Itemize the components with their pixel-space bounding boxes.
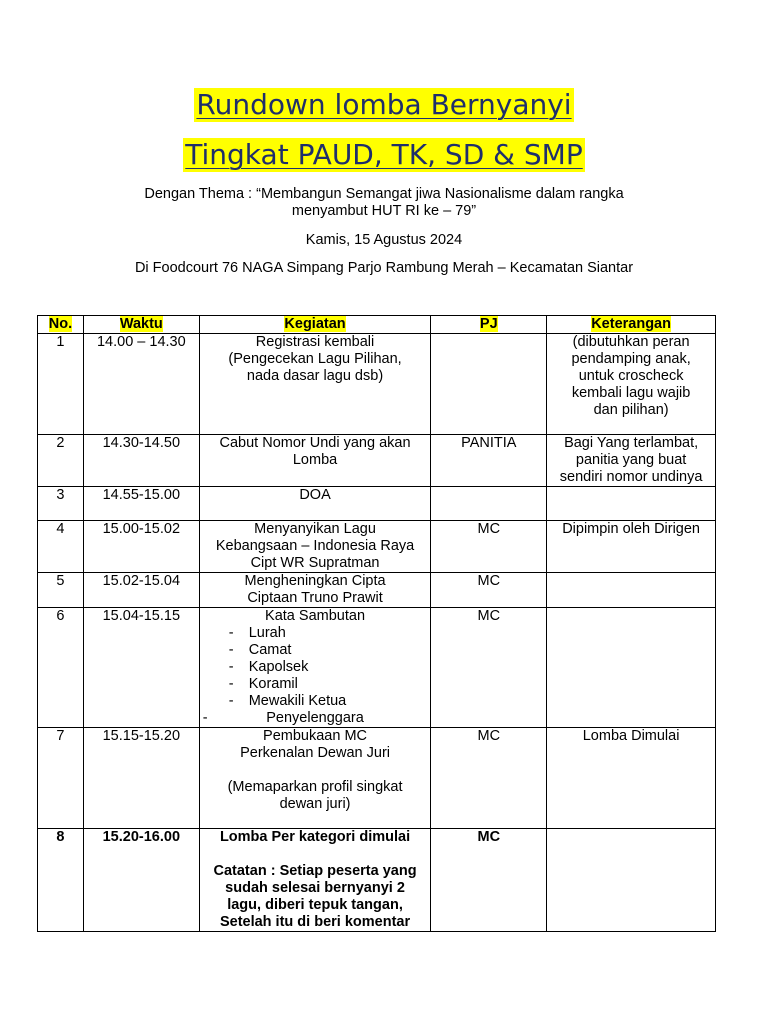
activity-line: DOA: [299, 487, 331, 503]
note-line: untuk croscheck: [578, 368, 684, 384]
header-time-label: Waktu: [119, 316, 163, 332]
cell-activity: [199, 334, 431, 435]
cell-note: [547, 487, 716, 521]
cell-activity: [199, 608, 431, 728]
row-number: 6: [56, 608, 65, 624]
row-pj: MC: [477, 573, 501, 589]
cell-note: [547, 334, 716, 435]
title-line-2-wrap: [0, 138, 768, 172]
cell-no: [38, 728, 84, 829]
activity-line: Ciptaan Truno Prawit: [247, 590, 383, 606]
cell-time: [83, 573, 199, 608]
row-time: 15.20-16.00: [102, 829, 181, 845]
activity-line: nada dasar lagu dsb): [246, 368, 384, 384]
cell-pj: [431, 435, 547, 487]
cell-pj: [431, 521, 547, 573]
list-item: - Kapolsek: [229, 659, 428, 676]
cell-no: [38, 521, 84, 573]
header-activity: [199, 316, 431, 334]
table-row: [38, 435, 716, 487]
cell-pj: [431, 728, 547, 829]
cell-no: [38, 334, 84, 435]
row-time: 14.30-14.50: [102, 435, 181, 451]
note-line: Lomba Dimulai: [582, 728, 680, 744]
header-no-label: No.: [48, 316, 73, 332]
header-pj-label: PJ: [479, 316, 498, 332]
activity-line: Menyanyikan Lagu: [254, 521, 376, 537]
rundown-table: [37, 315, 716, 932]
table-header-row: [38, 316, 716, 334]
activity-line: Kebangsaan – Indonesia Raya: [215, 538, 415, 554]
row-time: 15.15-15.20: [102, 728, 181, 744]
row-pj: MC: [477, 521, 501, 537]
list-item: - Koramil: [229, 676, 428, 693]
list-item-continuation: - Penyelenggara: [203, 710, 428, 727]
cell-activity: [199, 487, 431, 521]
theme-text: [0, 186, 768, 220]
activity-line: Perkenalan Dewan Juri: [240, 745, 390, 761]
theme-line-2: menyambut HUT RI ke – 79”: [291, 203, 477, 219]
cell-no: [38, 435, 84, 487]
row-number: 7: [56, 728, 65, 744]
spacer: [203, 846, 428, 863]
cell-note: [547, 435, 716, 487]
cell-activity: [199, 728, 431, 829]
speaker-list: [203, 625, 428, 727]
row-time: 15.02-15.04: [102, 573, 181, 589]
activity-line: Cipt WR Supratman: [250, 555, 380, 571]
activity-line: (Pengecekan Lagu Pilihan,: [228, 351, 402, 367]
activity-line: Lomba Per kategori dimulai: [219, 829, 411, 845]
cell-no: [38, 487, 84, 521]
cell-activity: [199, 521, 431, 573]
activity-note-line: sudah selesai bernyanyi 2: [225, 880, 405, 896]
table-row: [38, 573, 716, 608]
row-number: 5: [56, 573, 65, 589]
cell-note: [547, 573, 716, 608]
activity-title: Kata Sambutan: [265, 608, 366, 624]
row-pj: MC: [477, 608, 501, 624]
header-note-label: Keterangan: [591, 316, 671, 332]
row-number: 2: [56, 435, 65, 451]
row-number: 3: [56, 487, 65, 503]
activity-note-line: (Memaparkan profil singkat: [227, 779, 403, 795]
spacer: [203, 762, 428, 779]
activity-line: Pembukaan MC: [263, 728, 368, 744]
activity-line: Registrasi kembali: [255, 334, 375, 350]
cell-note: [547, 608, 716, 728]
cell-activity: [199, 573, 431, 608]
header-note: [547, 316, 716, 334]
table-row: [38, 487, 716, 521]
header-time: [83, 316, 199, 334]
header-no: [38, 316, 84, 334]
note-line: sendiri nomor undinya: [559, 469, 703, 485]
cell-note: [547, 728, 716, 829]
note-line: Dipimpin oleh Dirigen: [562, 521, 701, 537]
title-line-1-wrap: [0, 88, 768, 122]
row-time: 14.55-15.00: [102, 487, 181, 503]
cell-pj: [431, 334, 547, 435]
theme-line-1: Dengan Thema : “Membangun Semangat jiwa Nasionalisme dalam rangka: [144, 186, 624, 202]
activity-line: Cabut Nomor Undi yang akan: [219, 435, 411, 451]
cell-no: [38, 573, 84, 608]
list-item: - Mewakili Ketua: [229, 693, 428, 710]
table-row: [38, 829, 716, 932]
cell-no: [38, 608, 84, 728]
list-item: - Camat: [229, 642, 428, 659]
event-date: Kamis, 15 Agustus 2024: [305, 232, 463, 248]
cell-pj: [431, 487, 547, 521]
list-item: - Lurah: [229, 625, 428, 642]
table-row: [38, 521, 716, 573]
activity-note-line: Catatan : Setiap peserta yang: [213, 863, 417, 879]
cell-activity: [199, 435, 431, 487]
note-line: panitia yang buat: [575, 452, 687, 468]
activity-note-line: Setelah itu di beri komentar: [219, 914, 411, 930]
row-number: 1: [56, 334, 65, 350]
cell-time: [83, 829, 199, 932]
cell-time: [83, 728, 199, 829]
note-line: pendamping anak,: [571, 351, 691, 367]
note-line: dan pilihan): [593, 402, 669, 418]
table-row: [38, 334, 716, 435]
document-title-line-1: Rundown lomba Bernyanyi: [196, 88, 572, 121]
activity-line: Mengheningkan Cipta: [244, 573, 386, 589]
cell-note: [547, 521, 716, 573]
row-time: 15.04-15.15: [102, 608, 181, 624]
cell-pj: [431, 829, 547, 932]
cell-time: [83, 487, 199, 521]
header-activity-label: Kegiatan: [284, 316, 346, 332]
cell-time: [83, 521, 199, 573]
activity-note-line: dewan juri): [279, 796, 351, 812]
table-row: [38, 728, 716, 829]
activity-line: Lomba: [292, 452, 338, 468]
row-number: 4: [56, 521, 65, 537]
cell-pj: [431, 573, 547, 608]
activity-note-line: lagu, diberi tepuk tangan,: [227, 897, 403, 913]
cell-no: [38, 829, 84, 932]
note-line: (dibutuhkan peran: [572, 334, 690, 350]
cell-time: [83, 334, 199, 435]
note-line: Bagi Yang terlambat,: [564, 435, 699, 451]
header-pj: [431, 316, 547, 334]
cell-pj: [431, 608, 547, 728]
cell-time: [83, 435, 199, 487]
event-venue: Di Foodcourt 76 NAGA Simpang Parjo Rambung Merah – Kecamatan Siantar: [134, 260, 634, 276]
note-line: kembali lagu wajib: [571, 385, 691, 401]
row-pj: MC: [477, 728, 501, 744]
document-title-line-2: Tingkat PAUD, TK, SD & SMP: [185, 138, 583, 171]
row-pj: MC: [477, 829, 501, 845]
row-pj: PANITIA: [461, 435, 517, 451]
row-time: 15.00-15.02: [102, 521, 181, 537]
cell-time: [83, 608, 199, 728]
cell-activity: [199, 829, 431, 932]
row-number: 8: [56, 829, 65, 845]
cell-note: [547, 829, 716, 932]
row-time: 14.00 – 14.30: [96, 334, 186, 350]
table-row: [38, 608, 716, 728]
